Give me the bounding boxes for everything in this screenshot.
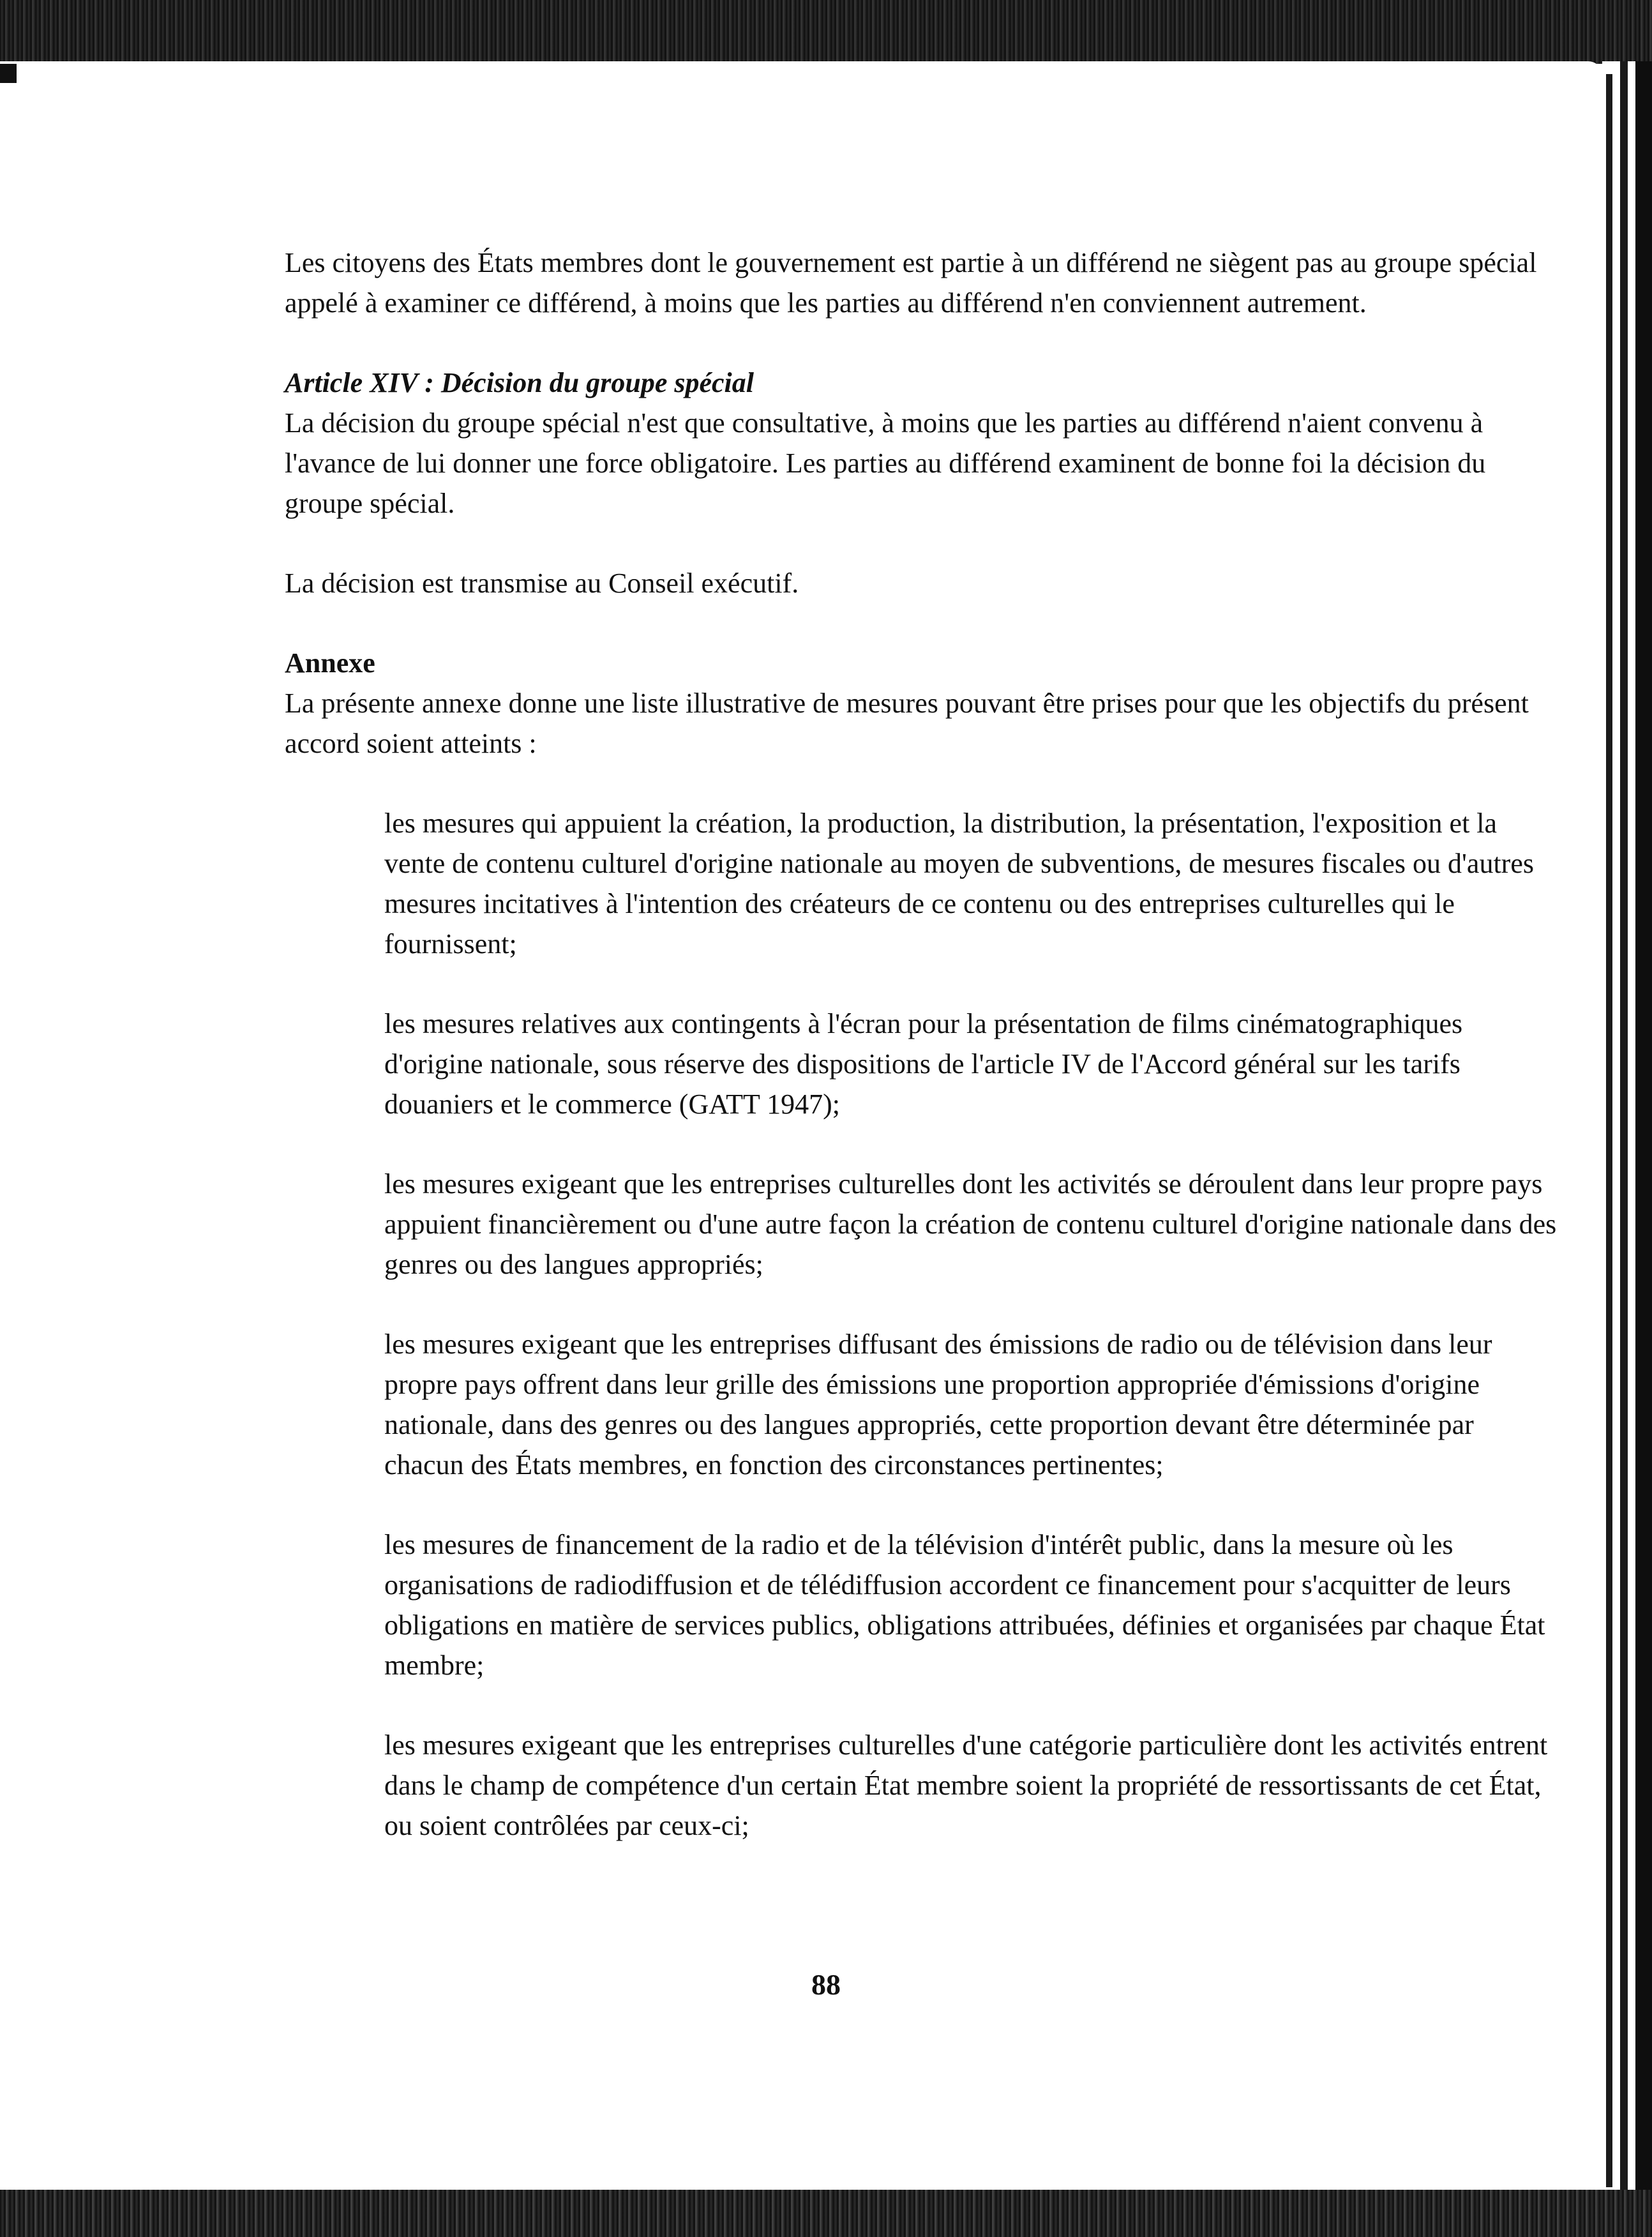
- list-item: les mesures relatives aux contingents à l'écran pour la présentation de films cinématographiques d'origine nationale, sous réserve des dispositions de l'article IV de l'Accord général sur les tarifs douaniers et le commerce (GATT 1947);: [384, 1008, 1463, 1120]
- paragraph: La décision est transmise au Conseil exécutif.: [285, 568, 799, 599]
- scan-edge-line: [1606, 74, 1612, 2187]
- scan-border-right: [1602, 61, 1652, 2194]
- article-heading: Article XIV : Décision du groupe spécial: [285, 367, 754, 398]
- paragraph: La décision du groupe spécial n'est que consultative, à moins que les parties au différend n'aient convenu à l'avance de lui donner une force obligatoire. Les parties au différend examinent de bonne foi la décision du groupe spécial.: [285, 407, 1486, 519]
- scan-edge-line: [1620, 61, 1628, 2194]
- paragraph: Les citoyens des États membres dont le gouvernement est partie à un différend ne siègent pas au groupe spécial appelé à examiner ce différend, à moins que les parties au différend n'en conviennent autrement.: [285, 247, 1537, 319]
- scan-border-bottom: [0, 2190, 1652, 2237]
- list-item: les mesures exigeant que les entreprises culturelles dont les activités se déroulent dans leur propre pays appuient financièrement ou d'une autre façon la création de contenu culturel d'origine nationale dans des genres ou des langues appropriés;: [384, 1168, 1557, 1280]
- scan-mark: [0, 64, 17, 83]
- list-item: les mesures qui appuient la création, la production, la distribution, la présentation, l'exposition et la vente de contenu culturel d'origine nationale au moyen de subventions, de mesures fiscales ou d'autres mesures incitatives à l'intention des créateurs de ce contenu ou des entreprises culturelles qui le fournissent;: [384, 808, 1534, 960]
- page-number: 88: [811, 1968, 841, 2001]
- annex-heading: Annexe: [285, 647, 375, 679]
- list-item: les mesures exigeant que les entreprises diffusant des émissions de radio ou de télévision dans leur propre pays offrent dans leur grille des émissions une proportion appropriée d'émissions d'origine nationale, dans des genres ou des langues appropriés, cette proportion devant être déterminée par chacun des États membres, en fonction des circonstances pertinentes;: [384, 1329, 1492, 1480]
- annex-intro: La présente annexe donne une liste illustrative de mesures pouvant être prises pour que les objectifs du présent accord soient atteints :: [285, 688, 1529, 759]
- scan-edge-line: [1635, 61, 1652, 2194]
- document-body: [285, 243, 1555, 1885]
- scan-border-top: [0, 0, 1652, 64]
- list-item: les mesures de financement de la radio et de la télévision d'intérêt public, dans la mesure où les organisations de radiodiffusion et de télédiffusion accordent ce financement pour s'acquitter de leurs obligations en matière de services publics, obligations attribuées, définies et organisées par chaque État membre;: [384, 1529, 1545, 1681]
- list-item: les mesures exigeant que les entreprises culturelles d'une catégorie particulière dont les activités entrent dans le champ de compétence d'un certain État membre soient la propriété de ressortissants de cet État, ou soient contrôlées par ceux-ci;: [384, 1729, 1548, 1841]
